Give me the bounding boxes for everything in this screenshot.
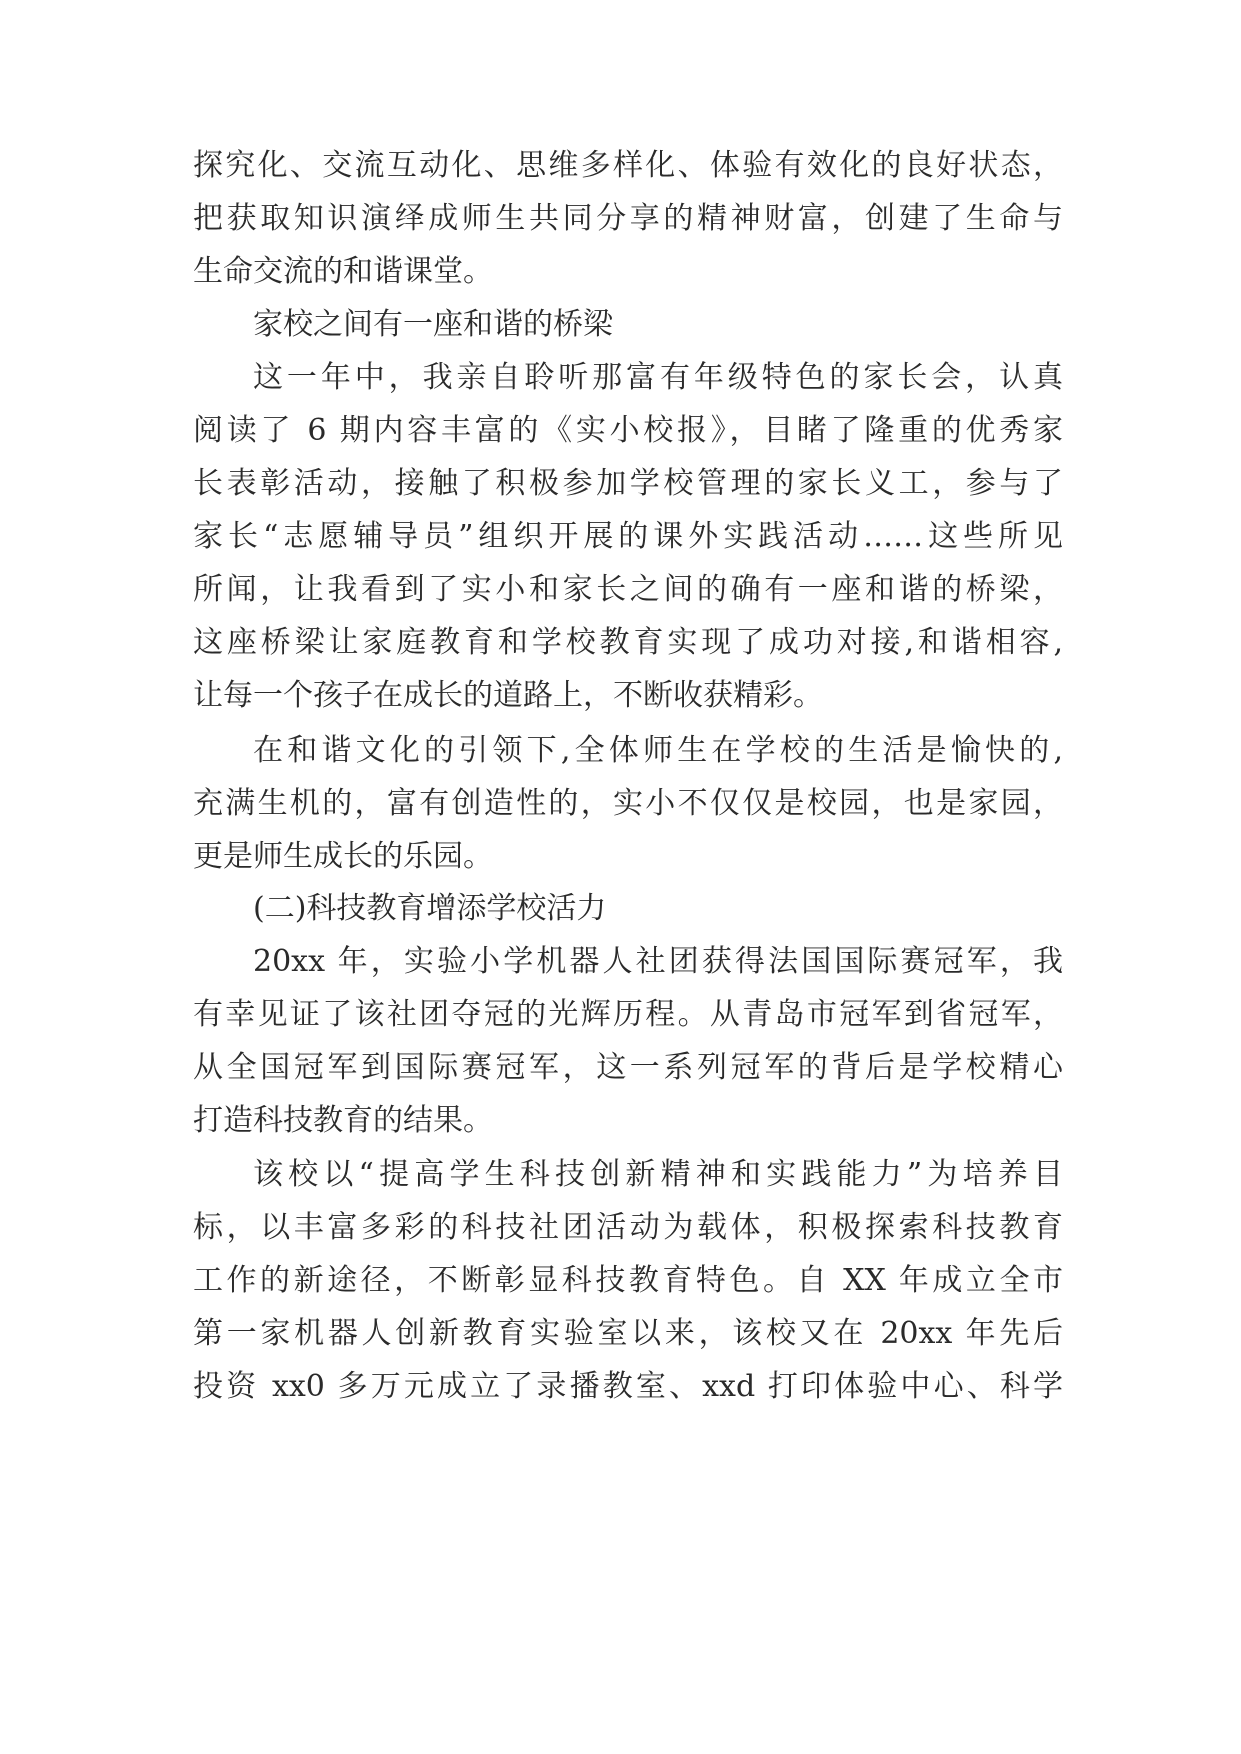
paragraph-line: 从全国冠军到国际赛冠军，这一系列冠军的背后是学校精心 xyxy=(193,1050,1063,1085)
paragraph-line: 这一年中，我亲自聆听那富有年级特色的家长会，认真 xyxy=(253,360,1063,395)
paragraph-line: 长表彰活动，接触了积极参加学校管理的家长义工，参与了 xyxy=(193,466,1063,501)
paragraph-line: 在和谐文化的引领下,全体师生在学校的生活是愉快的, xyxy=(253,733,1063,768)
paragraph-line: 探究化、交流互动化、思维多样化、体验有效化的良好状态， xyxy=(193,148,1063,183)
paragraph-line: 生命交流的和谐课堂。 xyxy=(193,254,493,289)
paragraph-line: 该校以“提高学生科技创新精神和实践能力”为培养目 xyxy=(253,1157,1063,1192)
paragraph-line: 有幸见证了该社团夺冠的光辉历程。从青岛市冠军到省冠军， xyxy=(193,997,1063,1032)
paragraph-line: 充满生机的，富有创造性的，实小不仅仅是校园，也是家园， xyxy=(193,786,1063,821)
paragraph-line: 更是师生成长的乐园。 xyxy=(193,839,493,874)
paragraph-line: 把获取知识演绎成师生共同分享的精神财富，创建了生命与 xyxy=(193,201,1063,236)
section-heading: 家校之间有一座和谐的桥梁 xyxy=(253,307,613,342)
paragraph-line: 打造科技教育的结果。 xyxy=(193,1103,493,1138)
section-heading: (二)科技教育增添学校活力 xyxy=(253,891,607,926)
paragraph-line: 第一家机器人创新教育实验室以来，该校又在 20xx 年先后 xyxy=(193,1316,1063,1351)
paragraph-line: 20xx 年，实验小学机器人社团获得法国国际赛冠军，我 xyxy=(253,944,1063,979)
paragraph-line: 家长“志愿辅导员”组织开展的课外实践活动……这些所见 xyxy=(193,519,1063,554)
paragraph-line: 这座桥梁让家庭教育和学校教育实现了成功对接,和谐相容, xyxy=(193,625,1063,660)
paragraph-line: 工作的新途径，不断彰显科技教育特色。自 XX 年成立全市 xyxy=(193,1263,1063,1298)
paragraph-line: 阅读了 6 期内容丰富的《实小校报》，目睹了隆重的优秀家 xyxy=(193,413,1063,448)
paragraph-line: 所闻，让我看到了实小和家长之间的确有一座和谐的桥梁， xyxy=(193,572,1063,607)
paragraph-line: 投资 xx0 多万元成立了录播教室、xxd 打印体验中心、科学 xyxy=(193,1369,1063,1404)
paragraph-line: 标，以丰富多彩的科技社团活动为载体，积极探索科技教育 xyxy=(193,1210,1063,1245)
paragraph-line: 让每一个孩子在成长的道路上，不断收获精彩。 xyxy=(193,678,823,713)
